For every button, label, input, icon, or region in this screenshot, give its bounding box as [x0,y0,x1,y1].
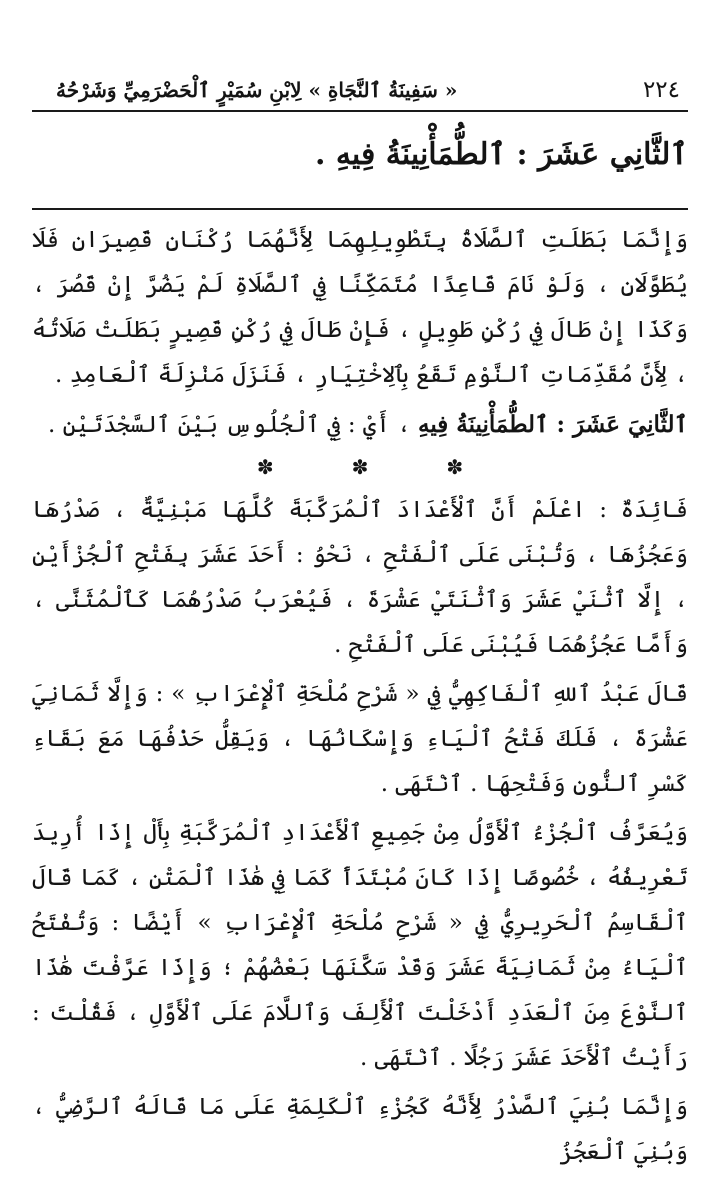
asterisk-ornament: ✽ [351,455,369,479]
paragraph-3: فَائِدَةٌ : اعْلَمْ أَنَّ ٱلْأَعْدَادَ ٱلْمُرَكَّبَةَ كُلَّهَا مَبْنِيَّةٌ ، صَدْرُهَا وَعَجُزُهَا ، وَتُبْنَى عَلَى ٱلْفَتْحِ ، نَحْوُ : أَحَدَ عَشَرَ بِفَتْحِ ٱلْجُزْأَيْنِ ، إِلَّا ٱثْنَيْ عَشَرَ وَٱثْنَتَيْ عَشْرَةَ ، فَيُعْرَبُ صَدْرُهُمَا كَٱلْمُثَنَّى ، وَأَمَّا عَجُزُهُمَا فَيُبْنَى عَلَى ٱلْفَتْحِ . [32,497,688,658]
asterisk-ornament: ✽ [256,455,274,479]
asterisk-ornament: ✽ [446,455,464,479]
book-page [32,0,688,1165]
matn-text [32,132,688,186]
paragraph-5: وَيُعَرَّفُ ٱلْجُزْءُ ٱلْأَوَّلُ مِنْ جَمِيعِ ٱلْأَعْدَادِ ٱلْمُرَكَّبَةِ بِأَلْ إِذَا أُرِيدَ تَعْرِيفُهُ ، خُصُوصًا إِذَا كَانَ مُبْتَدَأً كَمَا فِي هَٰذَا ٱلْمَتْنِ ، كَمَا قَالَ ٱلْقَاسِمُ ٱلْحَرِيرِيُّ فِي « شَرْحِ مُلْحَةِ ٱلْإِعْرَابِ » أَيْضًا : وَتُفْتَحُ ٱلْيَاءُ مِنْ ثَمَانِيَةَ عَشَرَ وَقَدْ سَكَّنَهَا بَعْضُهُمْ ؛ وَإِذَا عَرَّفْتَ هَٰذَا ٱلنَّوْعَ مِنَ ٱلْعَدَدِ أَدْخَلْتَ ٱلْأَلِفَ وَٱللَّامَ عَلَى ٱلْأَوَّلِ ، فَقُلْتَ : رَأَيْتُ ٱلْأَحَدَ عَشَرَ رَجُلًا . ٱنْتَهَى . [32,820,688,1071]
paragraph-1: وَإِنَّمَا بَطَلَتِ ٱلصَّلَاةُ بِتَطْوِيلِهِمَا لِأَنَّهُمَا رُكْنَانِ قَصِيرَانِ فَلَا يُطَوَّلَانِ ، وَلَوْ نَامَ قَاعِدًا مُتَمَكِّنًا فِي ٱلصَّلَاةِ لَمْ يَضُرَّ إِنْ قَصُرَ ، وَكَذَا إِنْ طَالَ فِي رُكْنٍ طَوِيلٍ ، فَإِنْ طَالَ فِي رُكْنٍ قَصِيرٍ بَطَلَتْ صَلَاتُهُ ، لِأَنَّ مُقَدِّمَاتِ ٱلنَّوْمِ تَقَعُ بِٱلِاخْتِيَارِ ، فَنَزَلَ مَنْزِلَةَ ٱلْعَامِدِ . [32,227,688,388]
commentary-body [32,218,688,1179]
running-title: « سَفِينَةُ ٱلنَّجَاةِ » لِابْنِ سُمَيْرٍ ٱلْحَضْرَمِيِّ وَشَرْحُهُ [56,78,458,102]
section-separator [32,452,688,482]
header-divider [32,110,688,112]
matn-divider [32,208,688,210]
page-number: ٢٢٤ [642,77,680,103]
page-header [32,72,688,108]
paragraph-6: وَإِنَّمَا بُنِيَ ٱلصَّدْرُ لِأَنَّهُ كَجُزْءِ ٱلْكَلِمَةِ عَلَى مَا قَالَهُ ٱلرَّضِيُّ ، وَبُنِيَ ٱلْعَجُزُ [32,1094,688,1165]
paragraph-2-rest: ، أَيْ : فِي ٱلْجُلُوسِ بَيْنَ ٱلسَّجْدَتَيْنِ . [47,412,418,438]
matn-line: ٱلثَّانِي عَشَرَ : ٱلطُّمَأْنِينَةُ فِيهِ . [314,137,688,172]
paragraph-2 [32,402,688,448]
paragraph-2-lead: ٱلثَّانِيَ عَشَرَ : ٱلطُّمَأْنِينَةُ فِيهِ [418,411,688,438]
paragraph-4: قَالَ عَبْدُ ٱللهِ ٱلْفَاكِهِيُّ فِي « شَرْحِ مُلْحَةِ ٱلْإِعْرَابِ » : وَإِلَّا ثَمَانِيَ عَشْرَةَ ، فَلَكَ فَتْحُ ٱلْيَاءِ وَإِسْكَانُهَا ، وَيَقِلُّ حَذْفُهَا مَعَ بَقَاءِ كَسْرِ ٱلنُّونِ وَفَتْحِهَا . ٱنْتَهَى . [32,681,688,797]
